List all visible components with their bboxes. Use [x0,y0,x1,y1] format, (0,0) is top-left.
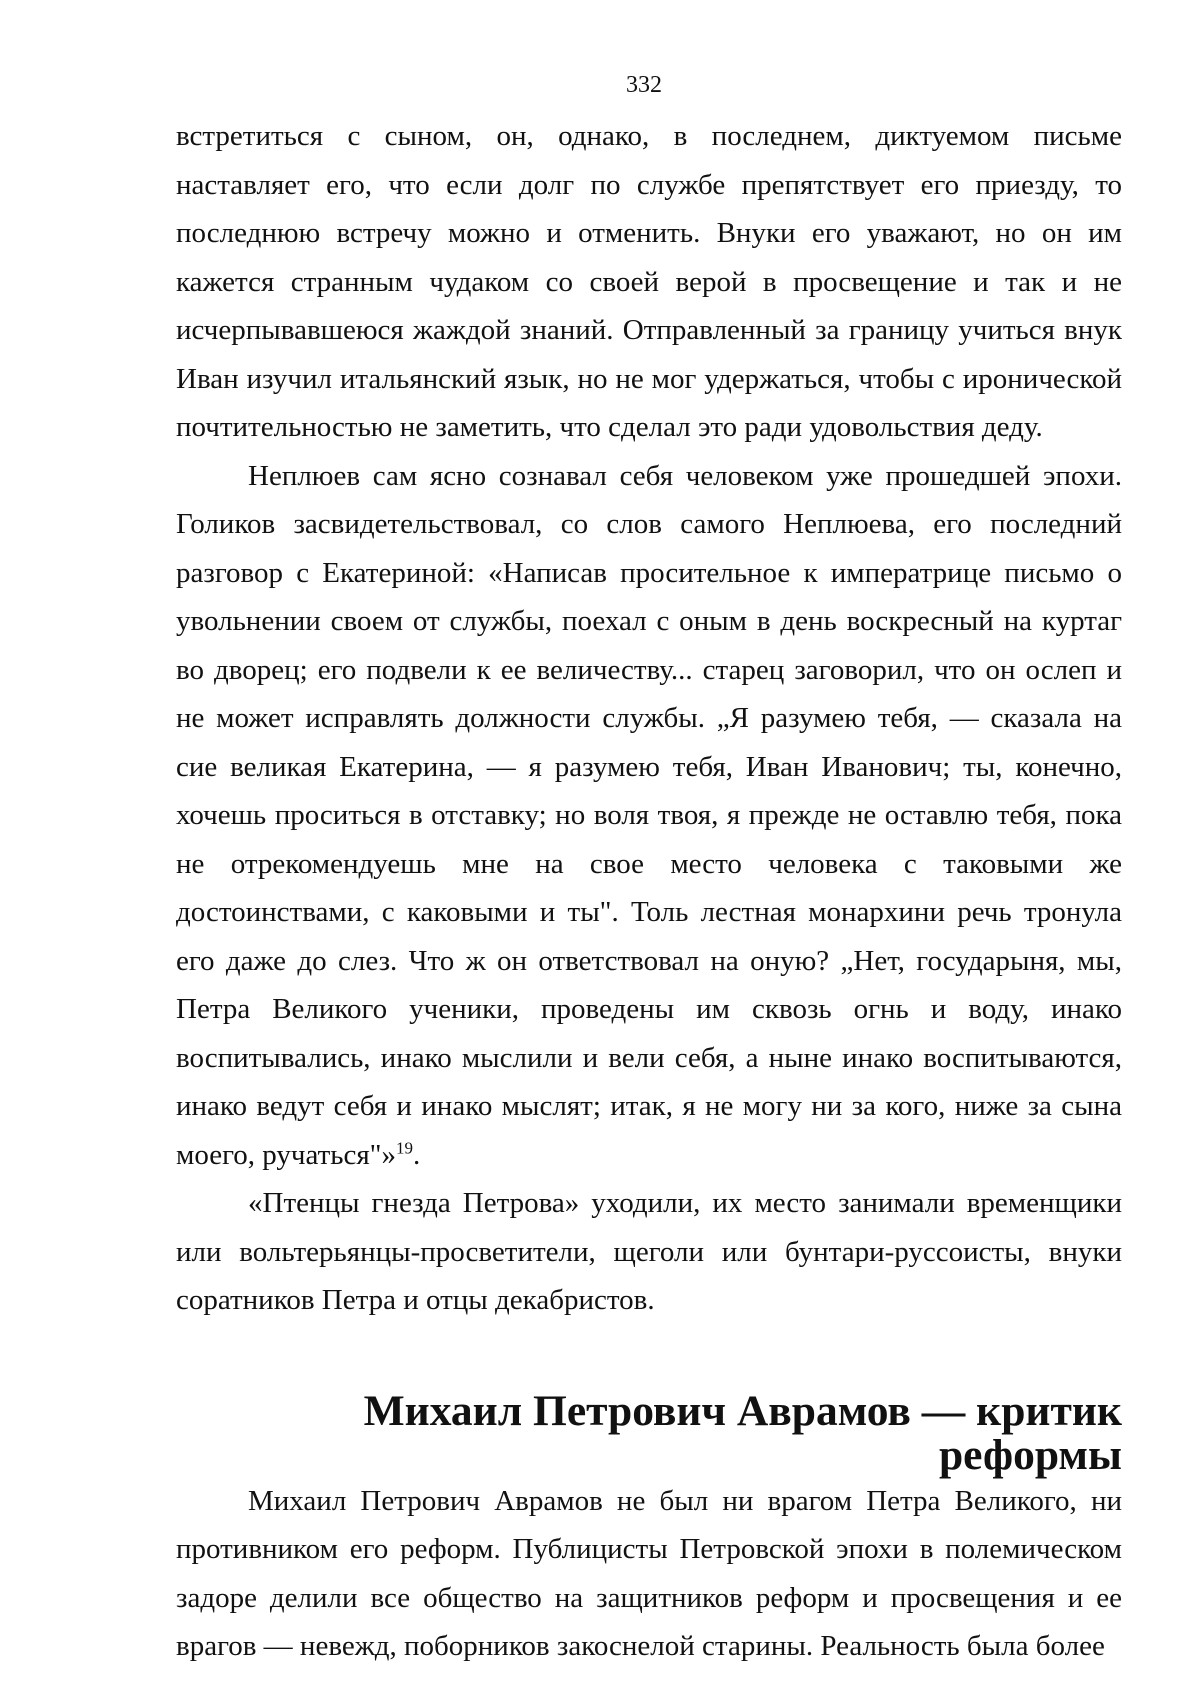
paragraph-avramov: Михаил Петрович Аврамов не был ни врагом Петра Великого, ни противником его реформ. Публицисты Петровской эпохи в полемическом задоре делили все общество на защитников реформ и просвещения и ее врагов — невежд, поборников закоснелой старины. Реальность была более [176,1477,1122,1671]
footnote-reference[interactable]: 19 [396,1138,413,1157]
paragraph-neplyuev-text: Неплюев сам ясно сознавал себя человеком уже прошедшей эпохи. Голиков засвидетельствовал, со слов самого Неплюева, его последний разговор с Екатериной: «Написав просительное к императрице письмо о увольнении своем от службы, поехал с оным в день воскресный на куртаг во дворец; его подвели к ее величеству... старец заговорил, что он ослеп и не может исправлять должности службы. „Я разумею тебя, — сказала на сие великая Екатерина, — я разумею тебя, Иван Иванович; ты, конечно, хочешь проситься в отставку; но воля твоя, я прежде не оставлю тебя, пока не отрекомендуешь мне на свое место человека с таковыми же достоинствами, с каковыми и ты". Толь лестная монархини речь тронула его даже до слез. Что ж он ответствовал на оную? „Нет, государыня, мы, Петра Великого ученики, проведены им сквозь огнь и воду, инако воспитывались, инако мыслили и вели себя, а ныне инако воспитываются, инако ведут себя и инако мыслят; итак, я не могу ни за кого, ниже за сына моего, ручаться"» [176,460,1122,1171]
paragraph-ptentsy: «Птенцы гнезда Петрова» уходили, их место занимали временщики или вольтерьянцы-просветители, щеголи или бунтари-руссоисты, внуки соратников Петра и отцы декабристов. [176,1179,1122,1325]
paragraph-continuation: встретиться с сыном, он, однако, в последнем, диктуемом письме наставляет его, что если долг по службе препятствует его приезду, то последнюю встречу можно и отменить. Внуки его уважают, но он им кажется странным чудаком со своей верой в просвещение и так и не исчерпывавшеюся жаждой знаний. Отправленный за границу учиться внук Иван изучил итальянский язык, но не мог удержаться, чтобы с иронической почтительностью не заметить, что сделал это ради удовольствия деду. [176,112,1122,452]
body-text [176,112,1122,1671]
paragraph-neplyuev [176,452,1122,1180]
page-number: 332 [0,70,1200,100]
paragraph-neplyuev-tail: . [413,1139,420,1171]
section-heading: Михаил Петрович Аврамов — критик реформы [176,1389,1122,1477]
document-page [0,0,1200,1698]
